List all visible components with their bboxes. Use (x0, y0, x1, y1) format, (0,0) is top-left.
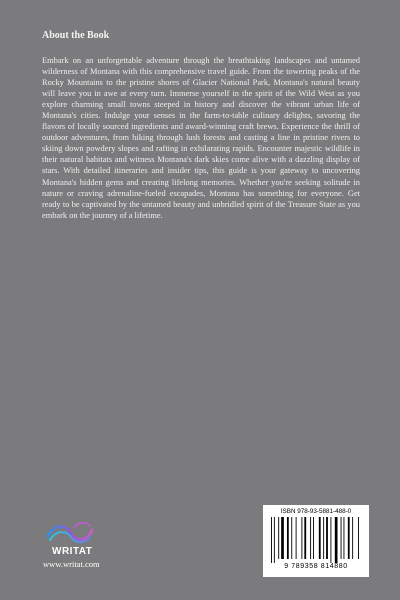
book-description: Embark on an unforgettable adventure through the breathtaking landscapes and untamed wilderness of Montana with this comprehensive travel guide. From the towering peaks of the Rocky Mountains to the pristine shores of Glacier National Park, Montana's natural beauty will leave you in awe at every turn. Immerse yourself in the spirit of the Wild West as you explore charming small towns steeped in history and discover the vibrant urban life of Montana's cities. Indulge your senses in the farm-to-table culinary delights, savoring the flavors of locally sourced ingredients and award-winning craft brews. Experience the thrill of outdoor adventures, from hiking through lush forests and casting a line in pristine rivers to skiing down powdery slopes and rafting in exhilarating rapids. Encounter majestic wildlife in their natural habitats and witness Montana's dark skies come alive with a dazzling display of stars. With detailed itineraries and insider tips, this guide is your gateway to uncovering Montana's hidden gems and creating lifelong memories. Whether you're seeking solitude in nature or craving adrenaline-fueled escapades, Montana has something for everyone. Get ready to be captivated by the untamed beauty and unbridled spirit of the Treasure State as you embark on the journey of a lifetime. (42, 56, 360, 220)
barcode-bar (278, 517, 279, 559)
barcode-bar (301, 517, 302, 559)
publisher-url: www.writat.com (43, 559, 100, 569)
barcode-bar (310, 517, 311, 559)
barcode-bar (352, 517, 353, 559)
barcode-bar (348, 517, 350, 559)
infinity-swirl-icon (44, 518, 96, 546)
barcode-bar (323, 517, 324, 559)
barcode-bar (274, 517, 275, 563)
barcode-bar (330, 517, 331, 563)
isbn-barcode (263, 505, 369, 577)
barcode-bar (344, 517, 345, 559)
barcode-bar (296, 517, 297, 559)
barcode-bar (335, 517, 338, 563)
publisher-logo (36, 518, 106, 578)
barcode-bar (271, 517, 272, 563)
publisher-name: WRITAT (52, 546, 93, 557)
barcode-bar (319, 517, 321, 559)
barcode-bar (326, 517, 328, 559)
barcode-bar (287, 517, 289, 559)
barcode-bar (281, 517, 284, 559)
isbn-label: ISBN 978-93-5881-488-0 (280, 508, 352, 515)
barcode-bar (358, 517, 359, 559)
about-heading: About the Book (42, 30, 110, 41)
barcode-bar (313, 517, 314, 559)
barcode-digits: 9 789358 814880 (284, 563, 348, 570)
barcode-bar (341, 517, 342, 559)
barcode-bar (291, 517, 292, 559)
barcode-icon (270, 517, 362, 563)
barcode-bar (304, 517, 306, 559)
